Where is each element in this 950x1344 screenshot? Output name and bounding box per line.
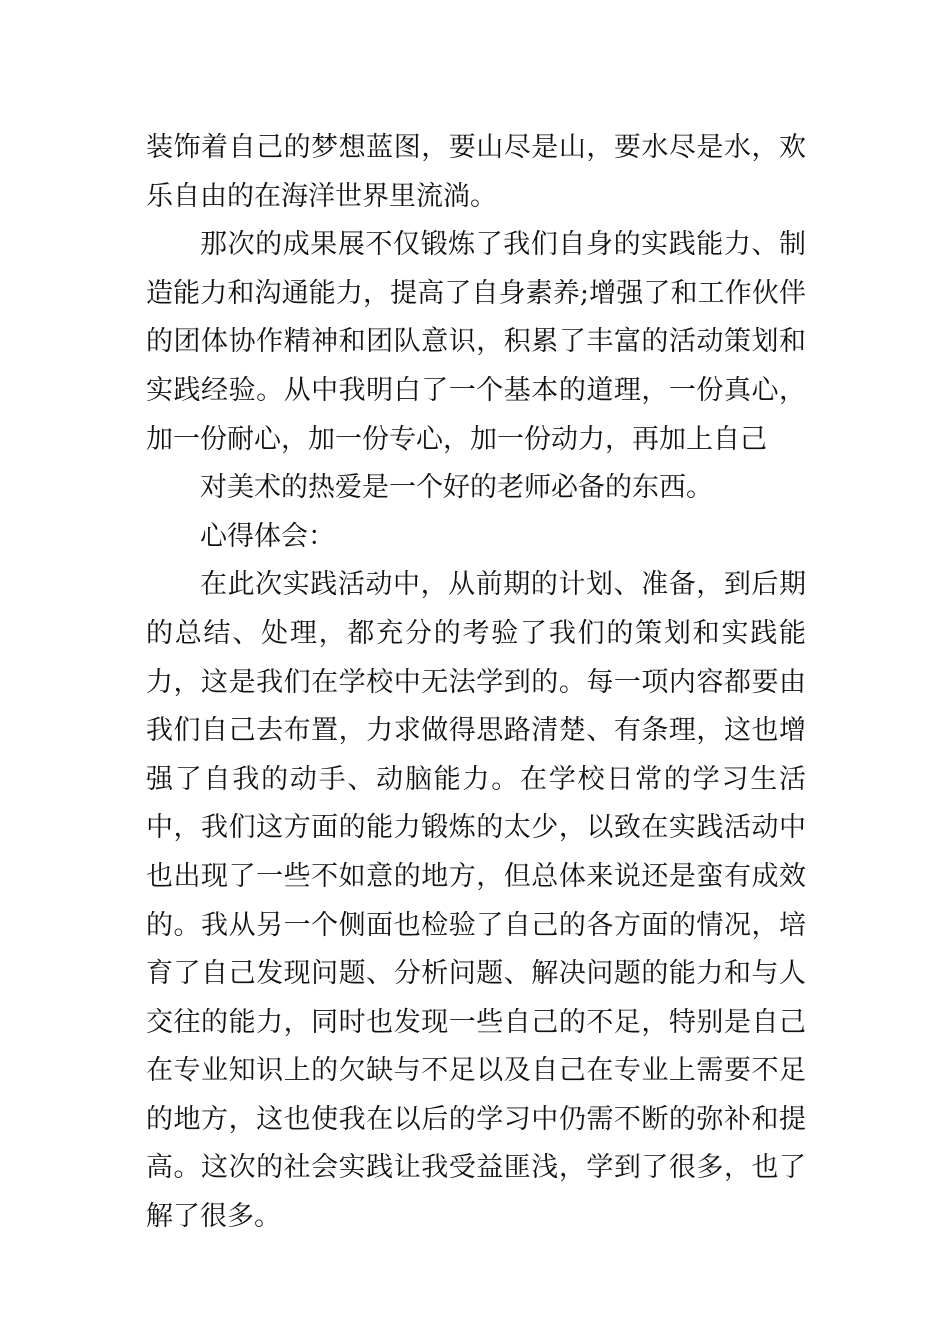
paragraph-love-of-art: 对美术的热爱是一个好的老师必备的东西。: [200, 472, 713, 504]
section-heading-reflections: 心得体会：: [200, 520, 335, 552]
paragraph-practice-reflection: 在此次实践活动中，从前期的计划、准备，到后期的总结、处理，都充分的考验了我们的策划和实践能力，这是我们在学校中无法学到的。每一项内容都要由我们自己去布置，力求做得思路清楚、有条理，这也增强了自我的动手、动脑能力。在学校日常的学习生活中，我们这方面的能力锻炼的太少，以致在实践活动中也出现了一些不如意的地方，但总体来说还是蛮有成效的。我从另一个侧面也检验了自己的各方面的情况，培育了自己发现问题、分析问题、解决问题的能力和与人交往的能力，同时也发现一些自己的不足，特别是自己在专业知识上的欠缺与不足以及自己在专业上需要不足的地方，这也使我在以后的学习中仍需不断的弥补和提高。这次的社会实践让我受益匪浅，学到了很多，也了解了很多。: [146, 569, 806, 1233]
document-body: [146, 124, 806, 1242]
paragraph-exhibition-results: 那次的成果展不仅锻炼了我们自身的实践能力、制造能力和沟通能力，提高了自身素养;增强了和工作伙伴的团体协作精神和团队意识，积累了丰富的活动策划和实践经验。从中我明白了一个基本的道理，一份真心，加一份耐心，加一份专心，加一份动力，再加上自己: [146, 229, 806, 455]
paragraph-dream-blueprint: 装饰着自己的梦想蓝图，要山尽是山，要水尽是水，欢乐自由的在海洋世界里流淌。: [146, 132, 806, 212]
